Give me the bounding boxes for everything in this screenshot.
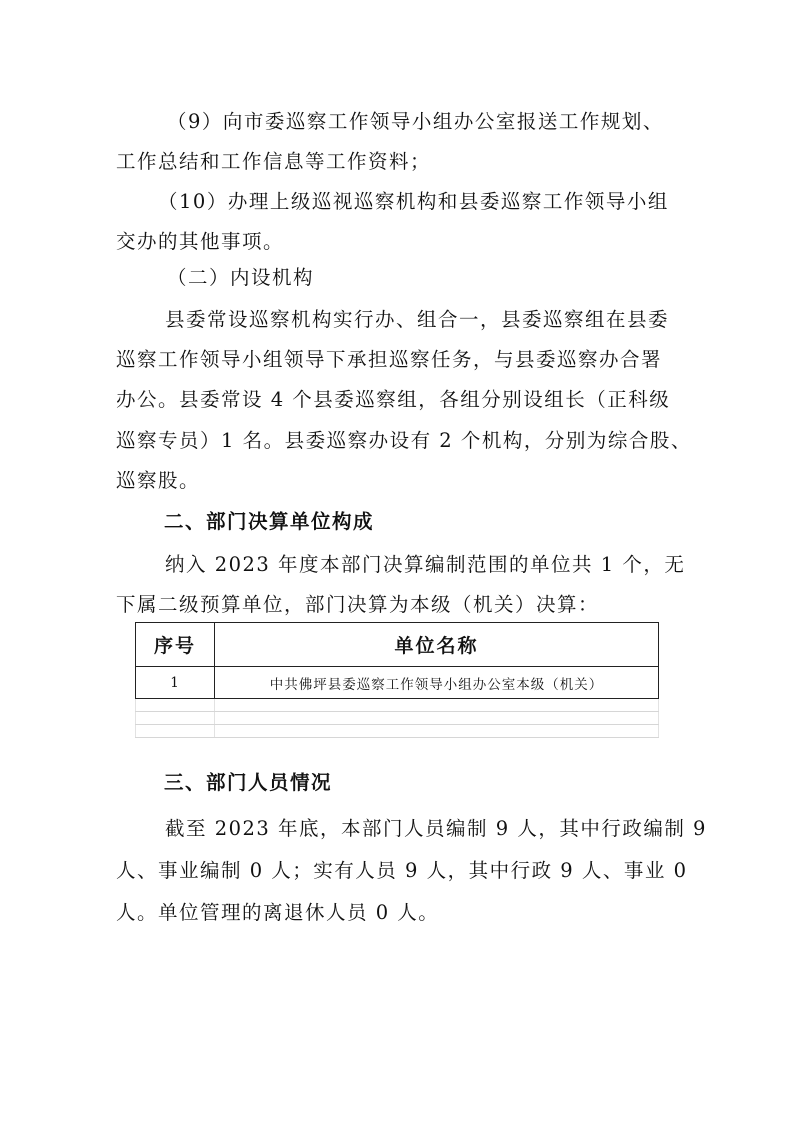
org-paragraph-line-1: 县委常设巡察机构实行办、组合一，县委巡察组在县委	[165, 308, 670, 331]
section-3-heading: 三、部门人员情况	[164, 771, 333, 794]
paragraph-item-10-line-1: （10）办理上级巡视巡察机构和县委巡察工作领导小组	[158, 190, 669, 213]
org-paragraph-line-4: 巡察专员）1 名。县委巡察办设有 2 个机构，分别为综合股、	[116, 429, 692, 452]
paragraph-item-9-line-2: 工作总结和工作信息等工作资料；	[116, 150, 432, 173]
table-empty-row	[136, 725, 659, 738]
sub-heading-internal-structure: （二）内设机构	[167, 266, 315, 289]
table-header-row	[136, 623, 659, 667]
org-paragraph-line-2: 巡察工作领导小组领导下承担巡察任务，与县委巡察办合署	[116, 348, 663, 371]
section-2-heading: 二、部门决算单位构成	[164, 510, 375, 533]
section-3-text-line-2: 人、事业编制 0 人；实有人员 9 人，其中行政 9 人、事业 0	[116, 859, 688, 882]
table-empty-row	[136, 712, 659, 725]
table-row	[136, 667, 659, 699]
cell-unit-name: 中共佛坪县委巡察工作领导小组办公室本级（机关）	[215, 667, 659, 699]
section-3-text-line-3: 人。单位管理的离退休人员 0 人。	[116, 901, 440, 924]
section-2-text-line-1: 纳入 2023 年度本部门决算编制范围的单位共 1 个，无	[165, 553, 686, 576]
table-empty-row	[136, 699, 659, 712]
column-header-unit-name: 单位名称	[215, 623, 659, 667]
cell-number: 1	[136, 667, 215, 699]
section-2-text-line-2: 下属二级预算单位，部门决算为本级（机关）决算：	[116, 593, 600, 616]
org-paragraph-line-5: 巡察股。	[116, 469, 201, 492]
column-header-number: 序号	[136, 623, 215, 667]
paragraph-item-9-line-1: （9）向市委巡察工作领导小组办公室报送工作规划、	[167, 110, 664, 133]
org-paragraph-line-3: 办公。县委常设 4 个县委巡察组，各组分别设组长（正科级	[116, 388, 671, 411]
unit-table	[135, 622, 659, 738]
paragraph-item-10-line-2: 交办的其他事项。	[116, 230, 285, 253]
section-3-text-line-1: 截至 2023 年底，本部门人员编制 9 人，其中行政编制 9	[165, 817, 707, 840]
